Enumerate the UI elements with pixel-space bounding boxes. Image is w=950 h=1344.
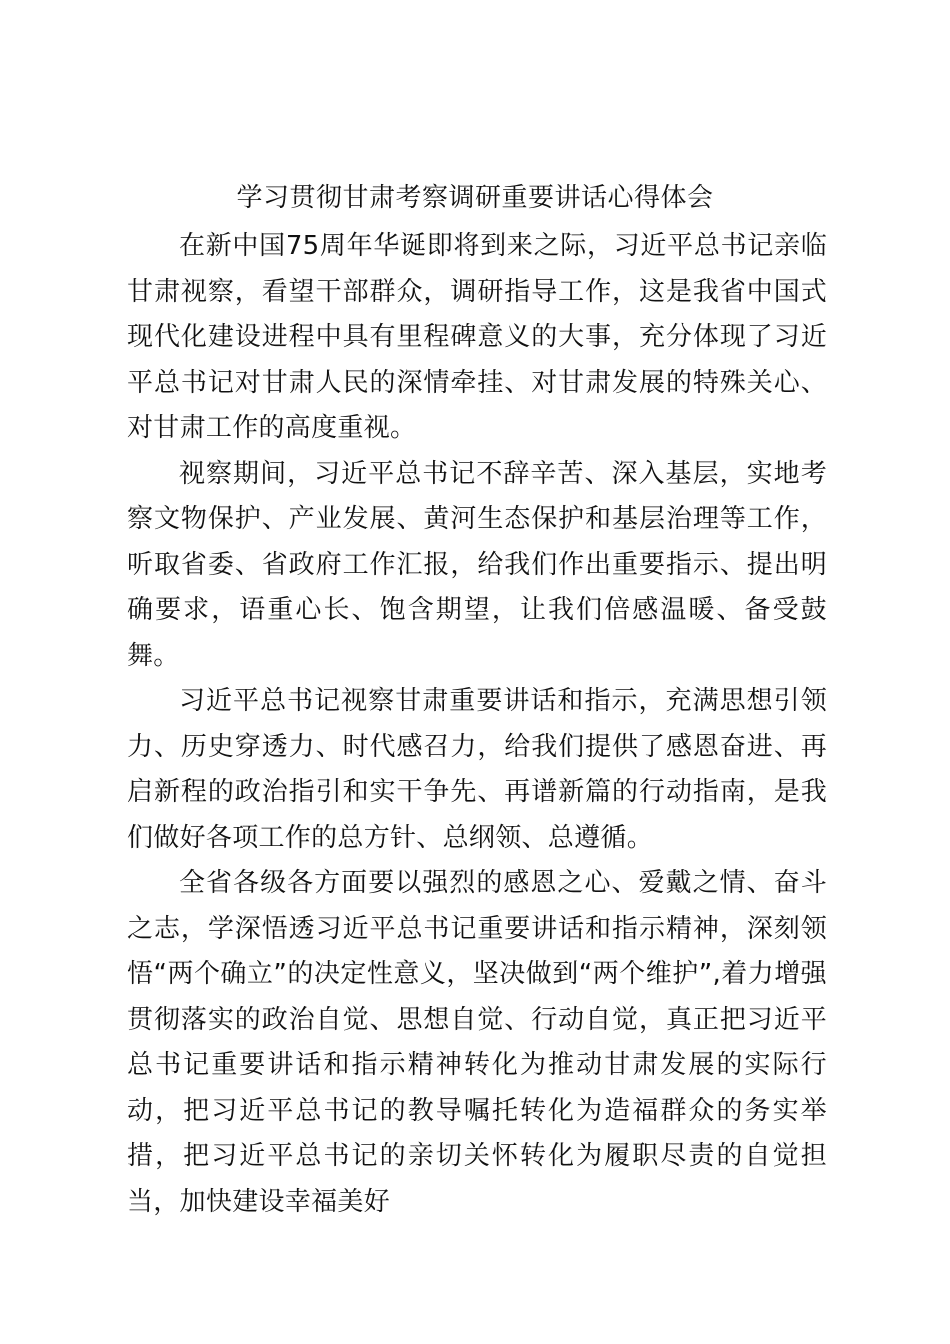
paragraph-3: 习近平总书记视察甘肃重要讲话和指示，充满思想引领力、历史穿透力、时代感召力，给我们提供了感恩奋进、再启新程的政治指引和实干争先、再谱新篇的行动指南，是我们做好各项工作的总方针、总纲领、总遵循。 [127, 686, 827, 853]
paragraph-2: 视察期间，习近平总书记不辞辛苦、深入基层，实地考察文物保护、产业发展、黄河生态保护和基层治理等工作，听取省委、省政府工作汇报，给我们作出重要指示、提出明确要求，语重心长、饱含期望，让我们倍感温暖、备受鼓舞。 [127, 458, 827, 671]
document-body [127, 224, 827, 1225]
paragraph-1: 在新中国75周年华诞即将到来之际，习近平总书记亲临甘肃视察，看望干部群众，调研指导工作，这是我省中国式现代化建设进程中具有里程碑意义的大事，充分体现了习近平总书记对甘肃人民的深情牵挂、对甘肃发展的特殊关心、对甘肃工作的高度重视。 [127, 231, 827, 443]
paragraph-4: 全省各级各方面要以强烈的感恩之心、爱戴之情、奋斗之志，学深悟透习近平总书记重要讲话和指示精神，深刻领悟“两个确立”的决定性意义，坚决做到“两个维护”,着力增强贯彻落实的政治自觉、思想自觉、行动自觉，真正把习近平总书记重要讲话和指示精神转化为推动甘肃发展的实际行动，把习近平总书记的教导嘱托转化为造福群众的务实举措，把习近平总书记的亲切关怀转化为履职尽责的自觉担当，加快建设幸福美好 [127, 868, 827, 1217]
document-title: 学习贯彻甘肃考察调研重要讲话心得体会 [236, 183, 714, 213]
